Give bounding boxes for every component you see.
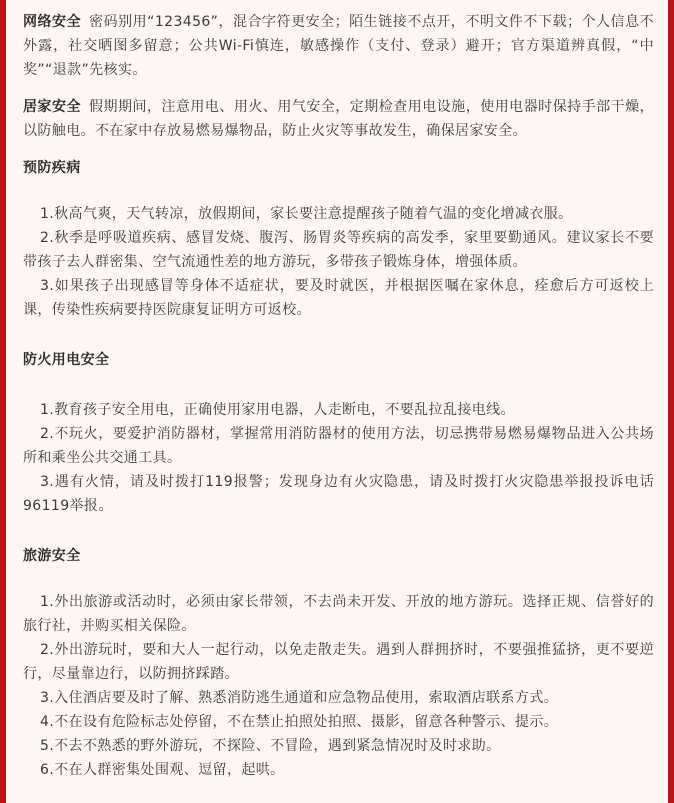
article-content <box>6 0 668 782</box>
travel-item-2: 2.外出游玩时，要和大人一起行动，以免走散走失。遇到人群拥挤时，不要强推猛挤，更不要逆行，尽量靠边行，以防拥挤踩踏。 <box>23 642 654 682</box>
travel-item-5: 5.不去不熟悉的野外游玩，不探险、不冒险，遇到紧急情况时及时求助。 <box>40 738 501 754</box>
article-frame <box>6 0 668 803</box>
home-safety-paragraph <box>23 95 654 143</box>
network-safety-text: 密码别用“123456”，混合字符更安全；陌生链接不点开，不明文件不下载；个人信息不外露，社交晒图多留意；公共Wi-Fi慎连，敏感操作（支付、登录）避开；官方渠道辨真假，“中奖”“退款”先核实。 <box>23 14 654 78</box>
home-safety-text: 假期期间，注意用电、用火、用气安全，定期检查用电设施，使用电器时保持手部干燥，以防触电。不在家中存放易燃易爆物品，防止火灾等事故发生，确保居家安全。 <box>23 99 654 139</box>
disease-item-1: 1.秋高气爽，天气转凉，放假期间，家长要注意提醒孩子随着气温的变化增减衣服。 <box>40 206 573 222</box>
travel-item-1: 1.外出旅游或活动时，必须由家长带领，不去尚未开发、开放的地方游玩。选择正规、信誉好的旅行社，并购买相关保险。 <box>23 594 654 634</box>
network-safety-paragraph <box>23 10 654 82</box>
fire-item-3: 3.遇有火情，请及时拨打119报警；发现身边有火灾隐患，请及时拨打火灾隐患举报投诉电话96119举报。 <box>23 474 654 514</box>
disease-item-3: 3.如果孩子出现感冒等身体不适症状，要及时就医，并根据医嘱在家休息，痊愈后方可返校上课，传染性疾病要持医院康复证明方可返校。 <box>23 278 654 318</box>
travel-safety-title: 旅游安全 <box>23 548 81 564</box>
travel-item-6: 6.不在人群密集处围观、逗留，起哄。 <box>40 762 285 778</box>
fire-electric-safety-title: 防火用电安全 <box>23 352 110 368</box>
fire-item-1: 1.教育孩子安全用电，正确使用家用电器，人走断电，不要乱拉乱接电线。 <box>40 402 515 418</box>
disease-item-2: 2.秋季是呼吸道疾病、感冒发烧、腹泻、肠胃炎等疾病的高发季，家里要勤通风。建议家长不要带孩子去人群密集、空气流通性差的地方游玩，多带孩子锻炼身体，增强体质。 <box>23 230 654 270</box>
travel-item-4: 4.不在设有危险标志处停留，不在禁止拍照处拍照、摄影，留意各种警示、提示。 <box>40 714 559 730</box>
home-safety-title: 居家安全 <box>23 99 81 115</box>
network-safety-title: 网络安全 <box>23 14 82 30</box>
travel-item-3: 3.入住酒店要及时了解、熟悉消防逃生通道和应急物品使用，索取酒店联系方式。 <box>40 690 559 706</box>
disease-prevention-title: 预防疾病 <box>23 160 81 176</box>
fire-item-2: 2.不玩火，要爱护消防器材，掌握常用消防器材的使用方法，切忌携带易燃易爆物品进入公共场所和乘坐公共交通工具。 <box>23 426 654 466</box>
